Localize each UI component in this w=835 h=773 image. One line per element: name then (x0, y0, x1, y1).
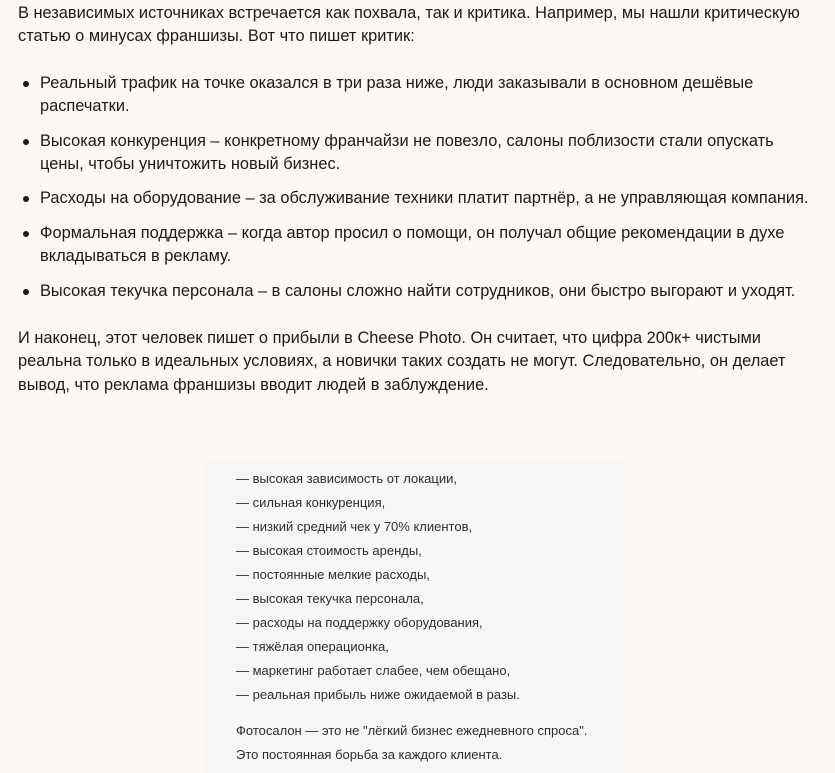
intro-paragraph: В независимых источниках встречается как похвала, так и критика. Например, мы нашли критическую статью о минусах франшизы. Вот что пишет критик: (18, 4, 800, 46)
quote-list-item: — сильная конкуренция, (236, 495, 386, 510)
list-item: Высокая текучка персонала – в салоны сложно найти сотрудников, они быстро выгорают и уходят. (18, 280, 818, 303)
quote-list-item: — низкий средний чек у 70% клиентов, (236, 519, 473, 534)
quote-summary (203, 710, 631, 770)
quote-summary-line: Фотосалон — это не "лёгкий бизнес ежедневного спроса". (236, 723, 588, 738)
quote-list-item: — высокая стоимость аренды, (236, 543, 422, 558)
quote-list-item: — высокая текучка персонала, (236, 591, 424, 606)
quote-list-item: — маркетинг работает слабее, чем обещано, (236, 663, 511, 678)
quote-list (203, 459, 631, 710)
list-item: Высокая конкуренция – конкретному франчайзи не повезло, салоны поблизости стали опускать цены, чтобы уничтожить новый бизнес. (18, 130, 818, 177)
criticism-list (18, 72, 818, 303)
article-body (18, 0, 818, 397)
quote-list-item: — высокая зависимость от локации, (236, 471, 457, 486)
list-item: Реальный трафик на точке оказался в три раза ниже, люди заказывали в основном дешёвые распечатки. (18, 72, 818, 119)
list-item: Формальная поддержка – когда автор просил о помощи, он получал общие рекомендации в духе вкладываться в рекламу. (18, 222, 818, 269)
quote-list-item: — реальная прибыль ниже ожидаемой в разы. (236, 687, 520, 702)
quote-summary-line: Это постоянная борьба за каждого клиента. (236, 747, 503, 762)
conclusion-paragraph: И наконец, этот человек пишет о прибыли в Cheese Photo. Он считает, что цифра 200к+ чистыми реальна только в идеальных условиях, а новички таких создать не могут. Следовательно, он делает вывод, что реклама франшизы вводит людей в заблуждение. (18, 329, 786, 394)
quote-list-item: — постоянные мелкие расходы, (236, 567, 430, 582)
quote-list-item: — расходы на поддержку оборудования, (236, 615, 483, 630)
quote-list-item: — тяжёлая операционка, (236, 639, 389, 654)
quote-screenshot (203, 459, 631, 773)
list-item: Расходы на оборудование – за обслуживание техники платит партнёр, а не управляющая компания. (18, 187, 818, 210)
